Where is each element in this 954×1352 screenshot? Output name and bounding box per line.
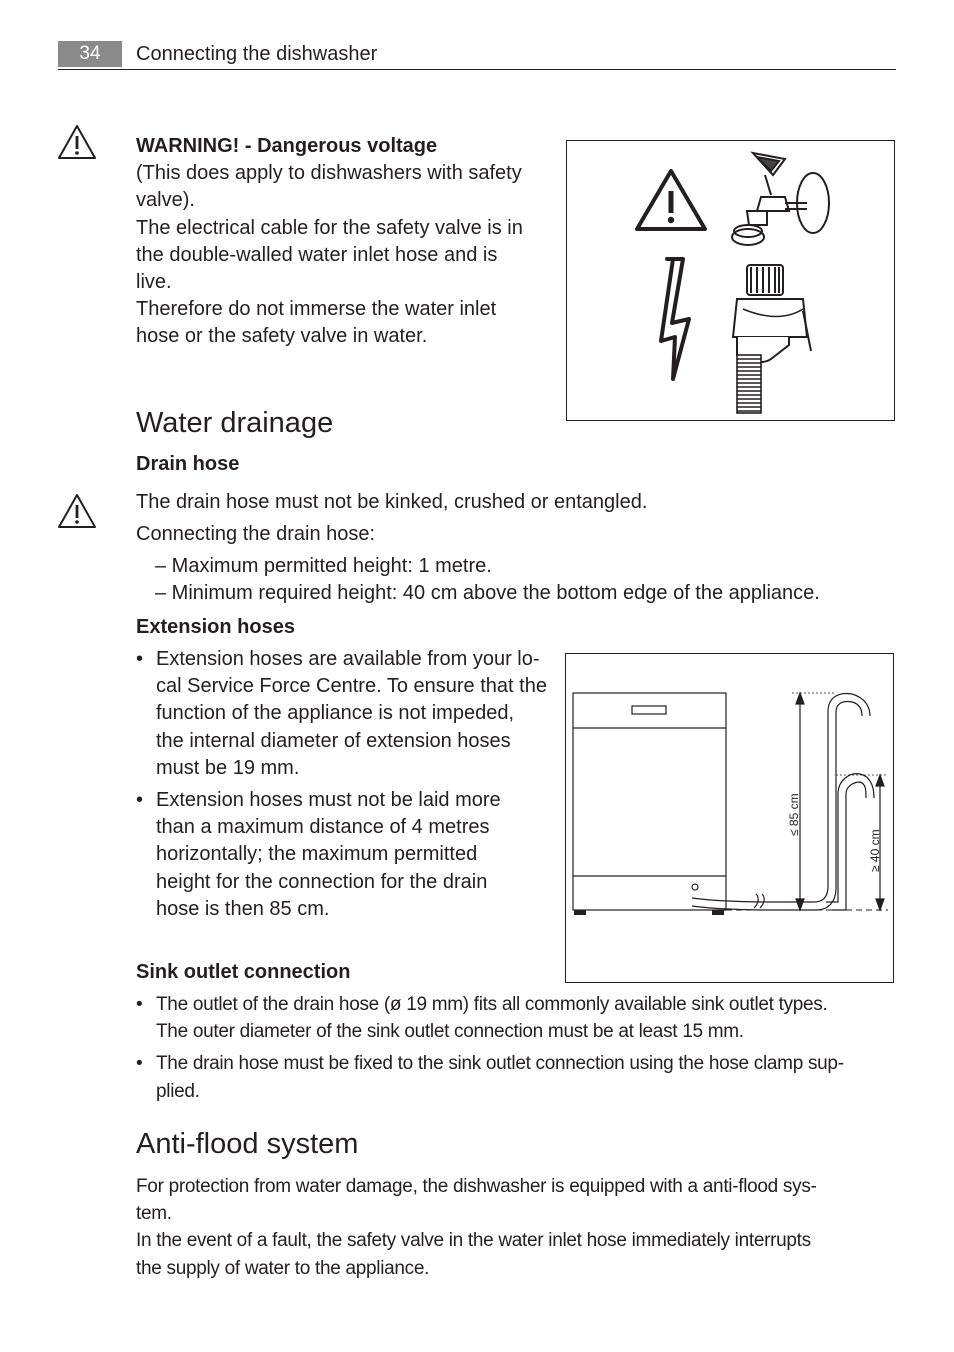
drain-hose-line: [692, 694, 874, 910]
corrugated-hose-icon: [737, 355, 761, 413]
page-number: 34: [58, 41, 122, 67]
sink-outlet-list: [136, 991, 916, 1105]
list-item-line: The outlet of the drain hose (ø 19 mm) fits all commonly available sink outlet types.: [156, 994, 828, 1015]
drain-hose-warning: The drain hose must not be kinked, crushed or entangled.: [136, 491, 648, 513]
voltage-warning-title: WARNING! - Dangerous voltage: [136, 135, 438, 157]
list-item-line: must be 19 mm.: [156, 756, 300, 779]
warning-triangle-icon: [57, 124, 97, 160]
bullet: •: [136, 994, 143, 1015]
list-item-line: Extension hoses must not be laid more: [156, 789, 501, 812]
bullet: •: [136, 789, 144, 812]
voltage-warning-line: valve).: [136, 189, 195, 212]
voltage-warning-line: live.: [136, 271, 172, 294]
safety-valve-icon: [733, 265, 811, 362]
voltage-warning-line: hose or the safety valve in water.: [136, 325, 428, 348]
running-title: Connecting the dishwasher: [136, 43, 378, 65]
lightning-bolt-icon: [661, 259, 689, 379]
safety-valve-illustration: [567, 141, 894, 420]
voltage-warning-line: the double-walled water inlet hose and is: [136, 243, 498, 266]
list-item-line: the internal diameter of extension hoses: [156, 729, 511, 752]
bullet: •: [136, 1053, 143, 1075]
paragraph-line: In the event of a fault, the safety valve in the water inlet hose immediately interrupts: [136, 1230, 811, 1252]
list-item-line: cal Service Force Centre. To ensure that the: [156, 675, 547, 698]
list-item-line: hose is then 85 cm.: [156, 897, 330, 920]
section-heading-anti-flood: Anti-flood system: [136, 1128, 359, 1160]
anti-flood-text: [136, 1173, 916, 1282]
warning-triangle-icon: [57, 493, 97, 529]
voltage-warning-line: (This does apply to dishwashers with safety: [136, 162, 522, 185]
voltage-warning-block: [136, 133, 556, 351]
voltage-warning-line: The electrical cable for the safety valve is in: [136, 216, 523, 239]
safety-valve-figure: [566, 140, 895, 421]
dishwasher-outline: [573, 693, 726, 910]
extension-hoses-list: [136, 646, 566, 923]
subheading-extension-hoses: Extension hoses: [136, 616, 295, 638]
list-item-line: than a maximum distance of 4 metres: [156, 816, 490, 839]
section-heading-water-drainage: Water drainage: [136, 407, 334, 439]
subheading-drain-hose: Drain hose: [136, 453, 240, 475]
list-item-line: function of the appliance is not impeded,: [156, 702, 515, 725]
dishwasher-foot: [574, 910, 586, 915]
drain-height-diagram: [566, 654, 893, 982]
subheading-sink-outlet: Sink outlet connection: [136, 961, 351, 983]
voltage-warning-triangle-icon: [637, 171, 705, 229]
paragraph-line: the supply of water to the appliance.: [136, 1257, 430, 1279]
list-item: [136, 1050, 916, 1104]
drain-hose-item: – Minimum required height: 40 cm above the bottom edge of the appliance.: [155, 582, 820, 604]
water-tap-icon: [732, 153, 829, 245]
paragraph-line: For protection from water damage, the dishwasher is equipped with a anti-flood sys-: [136, 1176, 817, 1197]
drain-hose-intro: Connecting the drain hose:: [136, 523, 376, 545]
max-height-label: ≤ 85 cm: [787, 793, 801, 836]
list-item-line: The drain hose must be fixed to the sink outlet connection using the hose clamp sup-: [156, 1053, 844, 1075]
list-item-line: The outer diameter of the sink outlet connection must be at least 15 mm.: [156, 1021, 744, 1043]
list-item-line: Extension hoses are available from your lo-: [156, 648, 540, 670]
voltage-warning-line: Therefore do not immerse the water inlet: [136, 298, 497, 321]
header-rule: [58, 69, 896, 70]
drain-height-figure: [565, 653, 894, 983]
min-height-label: ≥ 40 cm: [868, 829, 882, 872]
paragraph-line: tem.: [136, 1203, 172, 1225]
list-item-line: height for the connection for the drain: [156, 870, 488, 893]
list-item: [136, 787, 566, 923]
list-item: [136, 646, 566, 782]
list-item-line: horizontally; the maximum permitted: [156, 843, 478, 866]
list-item: [136, 991, 916, 1045]
bullet: •: [136, 648, 144, 670]
list-item-line: plied.: [156, 1080, 200, 1102]
dishwasher-foot: [712, 910, 724, 915]
drain-hose-item: – Maximum permitted height: 1 metre.: [155, 555, 492, 577]
